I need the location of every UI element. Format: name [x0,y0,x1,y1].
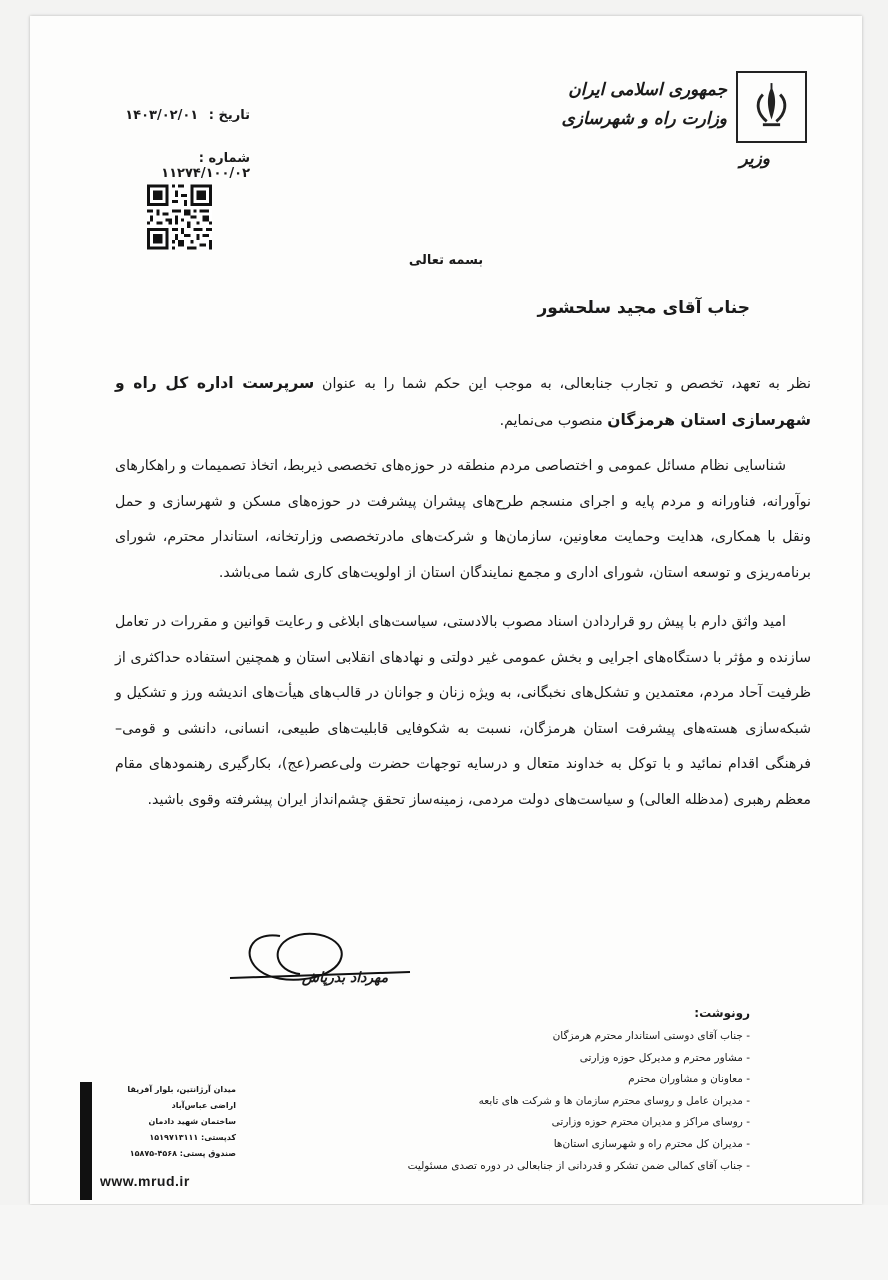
iran-emblem-icon [736,71,807,143]
body-paragraph-appointment [115,366,811,439]
cc-item: - جناب آقای کمالی ضمن تشکر و قدردانی از جنابعالی در دوره تصدی مسئولیت [270,1156,750,1178]
number-value: ۱۱۲۷۴/۱۰۰/۰۲ [161,166,250,181]
address-line: ساختمان شهید دادمان [148,1117,236,1126]
cc-list [270,1026,750,1177]
appointment-ending: منصوب می‌نمایم. [499,412,608,429]
cc-item: - روسای مراکز و مدیران محترم حوزه وزارتی [270,1112,750,1134]
number-label: شماره : [198,151,250,166]
cc-item: - مدیران عامل و روسای محترم سازمان ها و شرکت های تابعه [270,1091,750,1113]
appointment-position: سرپرست اداره کل راه و شهرسازی استان هرمزگان [115,374,811,429]
cc-item: - مدیران کل محترم راه و شهرسازی استان‌ها [270,1134,750,1156]
address-postal-code: کدپستی: ۱۵۱۹۷۱۳۱۱۱ [149,1133,236,1142]
appointment-text: نظر به تعهد، تخصص و تجارب جنابعالی، به موجب این حکم شما را به عنوان [314,376,812,392]
recipient-name: جناب آقای مجید سلحشور [537,298,750,318]
cc-item: - جناب آقای دوستی استاندار محترم هرمزگان [270,1026,750,1048]
header-title-minister: وزیر [739,149,770,169]
cc-item: - معاونان و مشاوران محترم [270,1069,750,1091]
letter-body [115,366,811,818]
header-line-ministry: وزارت راه و شهرسازی [561,109,727,129]
body-paragraph-duties: شناسایی نظام مسائل عمومی و اختصاصی مردم منطقه در حوزه‌های تخصصی ذیربط، اتخاذ تصمیمات و راهکارهای نوآورانه، فناورانه و مردم پایه و اجرای منسجم طرح‌های پیشران پیشرفت در حوزه‌های مسکن و شهرسازی و حمل ونقل با همکاری، هدایت وحمایت معاونین، سازمان‌ها و شرکت‌های مادرتخصصی وزارتخانه، استاندار محترم، شورای برنامه‌ریزی و توسعه استان، شورای اداری و مجمع نمایندگان استان از اولویت‌های کاری شما می‌باشد. [115,458,811,581]
ministry-address [96,1082,236,1162]
bismillah-heading: بسمه تعالی [408,253,484,268]
ministry-header [557,76,727,134]
date-label: تاریخ : [208,108,250,123]
letter-number [100,151,250,181]
cc-item: - مشاور محترم و مدیرکل حوزه وزارتی [270,1048,750,1070]
address-bar [80,1082,92,1200]
website-link[interactable]: www.mrud.ir [100,1173,190,1189]
background-area [0,1205,888,1280]
address-po-box: صندوق پستی: ۴۵۶۸-۱۵۸۷۵ [129,1149,236,1158]
cc-title: رونوشت: [694,1006,750,1020]
qr-code-icon [147,184,212,250]
letter-page [30,16,862,1204]
address-line: میدان آرژانتین، بلوار آفریقا [127,1085,236,1094]
signature-icon [220,916,420,1006]
address-line: اراضی عباس‌آباد [171,1101,236,1110]
header-line-country: جمهوری اسلامی ایران [568,80,727,100]
body-paragraph-expectations: امید واثق دارم با پیش رو قراردادن اسناد مصوب بالادستی، سیاست‌های ابلاغی و رعایت قوانین و مقررات در تعامل سازنده و مؤثر با دستگاه‌های اجرایی و بخش عمومی غیر دولتی و نهادهای انقلابی استان و همچنین استفاده حداکثری از ظرفیت آحاد مردم، معتمدین و تشکل‌های نخبگانی، به ویژه زنان و جوانان در قالب‌های هیأت‌های اندیشه ورز و تشکیل و شبکه‌سازی هسته‌های پیشرفت استان هرمزگان، نسبت به شکوفایی قابلیت‌های طبیعی، انسانی، دانشی و قومی– فرهنگی اقدام نمائید و با توکل به خداوند متعال و درسایه توجهات حضرت ولی‌عصر(عج)، بکارگیری رهنمودهای مقام معظم رهبری (مدظله العالی) و سیاست‌های دولت مردمی، زمینه‌ساز تحقق چشم‌انداز ایران پیشرفته وقوی باشید. [115,614,811,808]
letter-date [100,108,250,123]
date-value: ۱۴۰۳/۰۲/۰۱ [125,108,199,123]
signer-name: مهرداد بذرپاش [301,970,389,986]
cc-section [270,1006,750,1177]
